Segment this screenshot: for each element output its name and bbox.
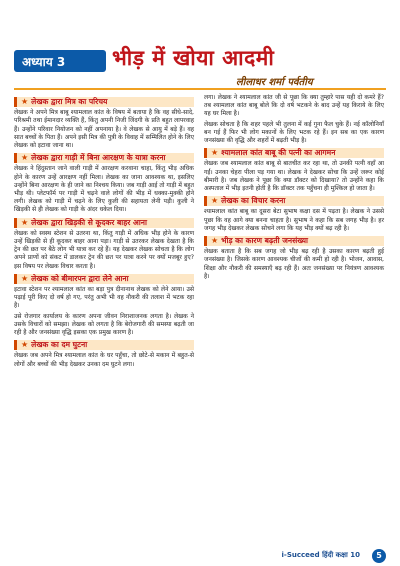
- left-column: [14, 94, 194, 371]
- section-heading-text: लेखक का दम घुटना: [31, 340, 88, 350]
- paragraph: उसे रोजगार कार्यालय के कारण अपना जीवन निराशाजनक लगता है। लेखक ने उसके विचारों को समझा। लेखक को लगता है कि बेरोजगारी की समस्या बढ़ती जा रही है और जनसंख्या वृद्धि इसका एक प्रमुख कारण है।: [14, 312, 194, 337]
- right-column: [204, 94, 384, 283]
- section-heading: [14, 97, 194, 107]
- section-heading-text: लेखक द्वारा मित्र का परिचय: [31, 97, 108, 106]
- section-heading: [14, 340, 194, 350]
- chapter-badge: [14, 50, 106, 72]
- section-heading: [204, 196, 384, 206]
- star-icon: ★: [21, 273, 29, 283]
- paragraph: लगा। लेखक ने श्यामलाल कांत जी से पूछा कि क्या तुम्हारे पास यही दो कमरे हैं? तब श्यामलाल कांत बाबू बोले कि दो वर्ष भटकने के बाद उन्हें यह किराये के लिए यह घर मिला है।: [204, 94, 384, 118]
- star-icon: ★: [211, 236, 219, 246]
- section-heading: [204, 236, 384, 246]
- header-divider: [14, 88, 386, 90]
- section-heading: [14, 218, 194, 228]
- paragraph: लेखक ने अपने मित्र बाबू श्यामलाल कांत के विषय में बताया है कि वह सीधे-सादे, परिश्रमी तथा ईमानदार व्यक्ति हैं, किंतु अपनी निजी जिंदगी के प्रति बहुत लापरवाह हैं। उन्होंने परिवार नियोजन को नहीं अपनाया है। वे लेखक से आयु में बड़े हैं। वह सात बच्चों के पिता हैं। अपने इसी मित्र की पुत्री के विवाह में सम्मिलित होने के लिए लेखक को इटावा जाना था।: [14, 109, 194, 150]
- paragraph: लेखक जब अपने मित्र श्यामलाल कांत के घर पहुँचा, तो छोटे-से मकान में बहुत-से लोगों और बच्चों की भीड़ देखकर उनका दम घुटने लगा।: [14, 352, 194, 368]
- paragraph: लेखक जब श्यामलाल कांत बाबू से बातचीत कर रहा था, तो उनकी पत्नी वहाँ आ गईं। उनका चेहरा पीला पड़ गया था। लेखक ने देखकर सोचा कि उन्हें जरूर कोई बीमारी है। जब लेखक ने पूछा कि क्या डॉक्टर को दिखाया? तो उन्होंने कहा कि अस्पताल में भीड़ इतनी होती है कि डॉक्टर तक पहुँचना ही मुश्किल हो जाता है।: [204, 160, 384, 193]
- star-icon: ★: [21, 340, 29, 350]
- section-heading-text: लेखक द्वारा खिड़की से कूदकर बाहर आना: [31, 217, 147, 227]
- section-heading-text: लेखक का विचार करना: [221, 196, 286, 206]
- paragraph: लेखक ने हिंदुस्तान जाने वाली गाड़ी में आरक्षण करवाना चाहा, किंतु भीड़ अधिक होने के कारण उन्हें आरक्षण नहीं मिला। लेखक का जाना आवश्यक था, इसलिए उन्होंने बिना आरक्षण के ही जाने का निश्चय किया। जब गाड़ी आई तो गाड़ी में बहुत भीड़ थी। प्लेटफॉर्म पर गाड़ी में चढ़ने वाले लोगों की भीड़ में धक्का-मुक्की होने लगी। लेखक को गाड़ी में चढ़ने के लिए कुली की सहायता लेनी पड़ी। कुली ने खिड़की से ही लेखक को गाड़ी के अंदर धकेल दिया।: [14, 165, 194, 214]
- page-footer: [0, 546, 400, 566]
- section-heading: [204, 148, 384, 158]
- page-number: 5: [372, 549, 386, 563]
- section-heading-text: भीड़ का कारण बढ़ती जनसंख्या: [221, 236, 309, 246]
- star-icon: ★: [21, 217, 29, 227]
- section-heading-text: श्यामलाल कांत बाबू की पत्नी का आगमन: [221, 148, 336, 158]
- section-heading: [14, 153, 194, 163]
- section-heading-text: लेखक द्वारा गाड़ी में बिना आरक्षण के यात्रा करना: [31, 153, 166, 163]
- chapter-header: [0, 0, 400, 86]
- paragraph: लेखक को स्वस्थ स्टेशन से उतरना था, किंतु गाड़ी में अधिक भीड़ होने के कारण उन्हें खिड़की से ही कूदकर बाहर आना पड़ा। गाड़ी से उतरकर लेखक देखता है कि ट्रेन की छत पर बैठे लोग भी यात्रा कर रहे हैं। यह देखकर लेखक सोचता है कि लोग अपने प्राणों को संकट में डालकर ट्रेन की छत पर यात्रा करने पर क्यों मजबूर हुए? इस विषय पर लेखक विचार करता है।: [14, 229, 194, 270]
- paragraph: लेखक बताता है कि सब जगह जो भीड़ बढ़ रही है उसका कारण बढ़ती हुई जनसंख्या है। जिसके कारण आवश्यक चीजों की कमी हो रही है। भोजन, आवास, शिक्षा और नौकरी की समस्याएँ बढ़ रही हैं। अतः जनसंख्या पर नियंत्रण आवश्यक है।: [204, 248, 384, 280]
- star-icon: ★: [21, 97, 29, 106]
- star-icon: ★: [211, 148, 219, 158]
- star-icon: ★: [21, 153, 29, 163]
- chapter-title: भीड़ में खोया आदमी: [112, 46, 275, 70]
- paragraph: लेखक सोचता है कि शहर पहले भी तुलना में कई गुना फैल चुके हैं। नई कॉलोनियाँ बन गई हैं फिर भी लोग मकानों के लिए भटक रहे हैं। इन सब का एक कारण जनसंख्या की वृद्धि और शहरों में बढ़ती भीड़ है।: [204, 120, 384, 145]
- chapter-label: अध्याय 3: [22, 55, 66, 69]
- section-heading: [14, 274, 194, 284]
- paragraph: इटावा स्टेशन पर श्यामलाल कांत का बड़ा पुत्र दीनानाथ लेखक को लेने आया। उसे पढ़ाई पूरी किए दो वर्ष हो गए, परंतु अभी भी वह नौकरी की तलाश में भटक रहा है।: [14, 286, 194, 310]
- star-icon: ★: [211, 196, 219, 206]
- footer-brand: i-Succeed हिंदी कक्षा 10: [281, 551, 360, 559]
- section-heading-text: लेखक को बीमारपन द्वारा लेने आना: [31, 273, 129, 283]
- paragraph: श्यामलाल कांत बाबू का दूसरा बेटा सुभाष कक्षा दस में पढ़ता है। लेखक ने उससे पूछा कि वह आगे क्या बनना चाहता है। सुभाष ने कहा कि सब जगह भीड़ है। हर जगह भीड़ देखकर लेखक सोचने लगा कि यह भीड़ क्यों बढ़ रही है।: [204, 208, 384, 232]
- chapter-author: लीलाधर शर्मा पर्वतीय: [236, 77, 313, 88]
